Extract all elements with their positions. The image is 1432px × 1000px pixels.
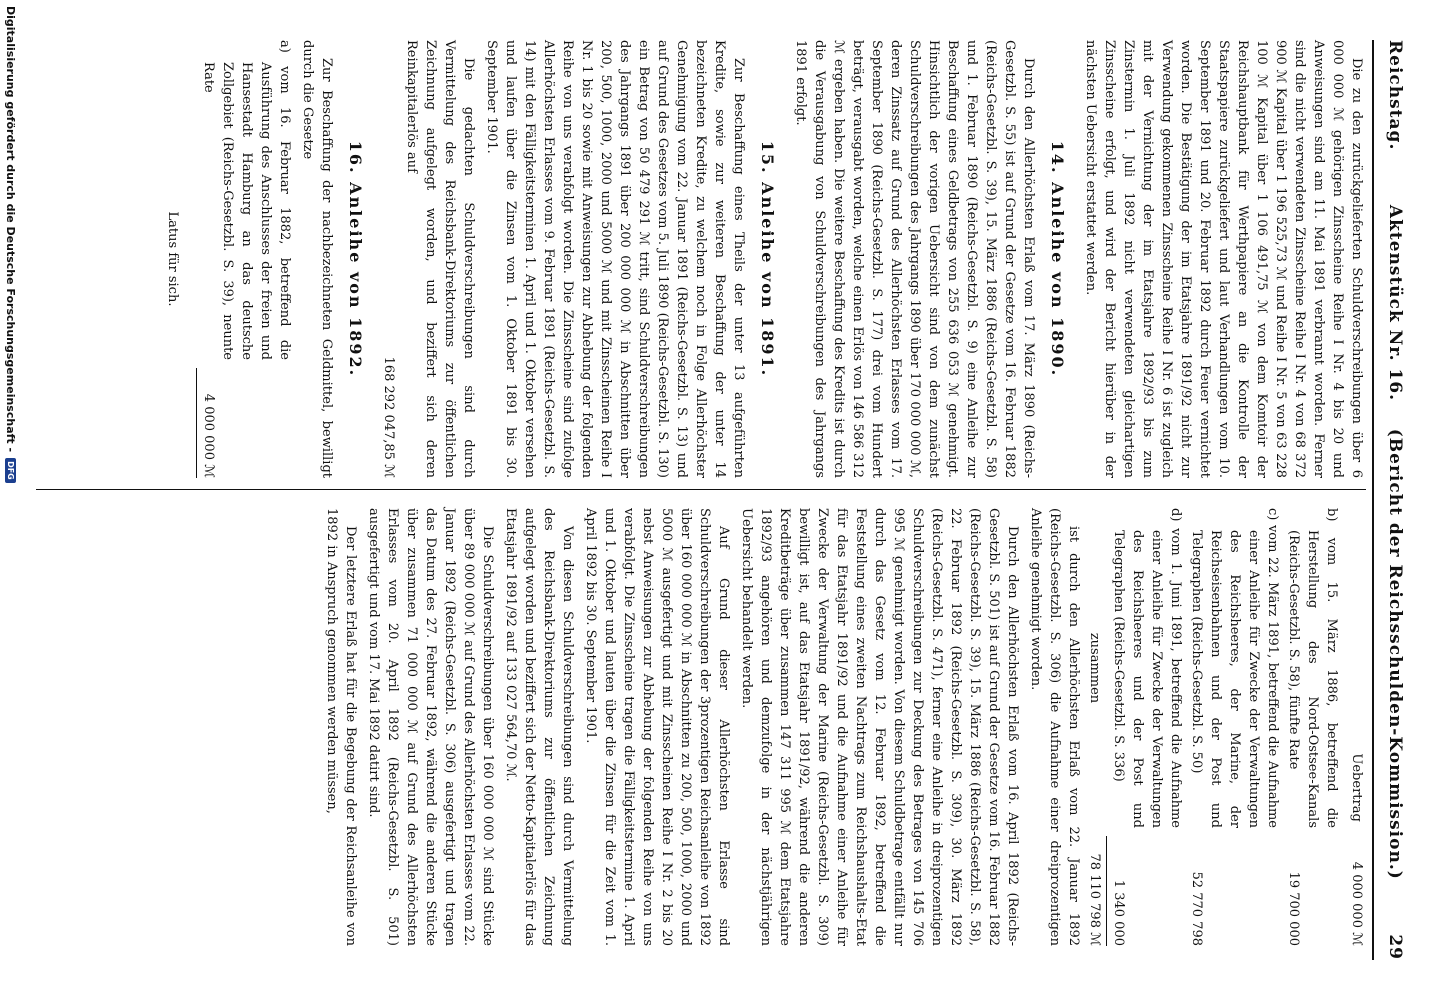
header-commission: (Bericht der Reichsschulden-Kommission.) [1385,428,1405,880]
section-15-paragraph-a: Zur Beschaffung eines Theils der unter 13 aufgeführten Kredite, sowie zur weiteren Beschaffung der unter 14 bezeichneten Kredite, zu welchem noch in Folge Allerhöchster Genehmigung vom 22. Januar 1891 (Reichs-Gesetzbl. S. 13) und auf Grund des Gesetzes vom 5. Juli 1890 (Reichs-Gesetzbl. S. 130) ein Betrag von 50 479 291 ℳ tritt, sind Schuldverschreibungen des Jahrgangs 1891 über 200 000 000 ℳ in Abschnitten über 200, 500, 1000, 2000 und 5000 ℳ und mit Zinsscheinen Reihe I Nr. 1 bis 20 sowie mit Anweisungen zur Abhebung der folgenden Reihe von uns verabfolgt worden. Die Zinsscheine sind zufolge Allerhöchsten Erlasses vom 9. Februar 1891 (Reichs-Gesetzbl. S. 14) mit den Fälligkeitsterminen 1. April und 1. Oktober versehen und laufen über die Zinsen vom 1. Oktober 1891 bis 30. September 1901. [484,40,746,478]
right-paragraph-2: Durch den Allerhöchsten Erlaß vom 16. April 1892 (Reichs-Gesetzbl. S. 501) ist auf Grund der Gesetze vom 16. Februar 1882 (Reichs-Gesetzbl. S. 39), 15. März 1886 (Reichs-Gesetzbl. S. 58), 22. Februar 1892 (Reichs-Gesetzbl. S. 309), 30. März 1892 (Reichs-Gesetzbl. S. 471), ferner eine Anleihe in dreiprozentigen Schuldverschreibungen zur Deckung des Betrages von 145 706 995 ℳ genehmigt worden. Von diesem Schuldbetrage entfällt nur durch das Gesetz vom 12. Februar 1892, betreffend die Feststellung eines zweiten Nachtrags zum Reichshaushalts-Etat für das Etatsjahr 1891/92 und die Aufnahme einer Anleihe für Zwecke der Verwaltung der Marine (Reichs-Gesetzbl. S. 309) bewilligt ist, auf das Etatsjahr 1891/92, während die anderen Kreditbeträge über zusammen 147 311 995 ℳ dem Etatsjahre 1892/93 angehören und demzufolge in der nächstjährigen Uebersicht behandelt werden. [739,508,1020,946]
dfg-logo: DFG [5,458,16,483]
section-14-paragraph: Durch den Allerhöchsten Erlaß vom 17. März 1890 (Reichs-Gesetzbl. S. 55) ist auf Grund der Gesetze vom 16. Februar 1882 (Reichs-Gesetzbl. S. 39), 15. März 1886 (Reichs-Gesetzbl. S. 58) und 1. Februar 1890 (Reichs-Gesetzbl. S. 9) eine Anleihe zur Beschaffung eines Geldbetrags von 255 636 053 ℳ genehmigt. Hinsichtlich der vorigen Uebersicht sind von dem zunächst Schuldverschreibungen des Jahrgangs 1890 über 170 000 000 ℳ, deren Zinssatz auf Grund des Allerhöchsten Erlasses vom 17. September 1890 (Reichs-Gesetzbl. S. 177) drei vom Hundert beträgt, verausgabt worden, welche einen Erlös von 146 586 312 ℳ ergeben haben. Die weitere Beschaffung des Kredits ist durch die Verausgabung von Schuldverschreibungen des Jahrgangs 1891 erfolgt. [793,40,1036,478]
item-b-row [1284,508,1341,946]
item-b-amount: 19 700 000 [1286,871,1301,946]
header-rule [1372,40,1374,960]
total-row [1085,508,1104,946]
right-column [318,508,1366,946]
digitization-footer [4,0,17,1000]
item-d-text: d) vom 1. Juni 1891, betreffend die Aufnahme einer Anleihe für Zwecke der Verwaltungen des Reichsheeres und der Post und Telegraphen (Reichs-Gesetzbl. S. 336) [1111,508,1183,828]
section-15-heading: 15. Anleihe von 1891. [758,140,777,378]
item-d-amount: 1 340 000 [1111,879,1126,946]
total-label: zusammen [1087,632,1102,704]
intro-paragraph: Die zu den zurückgelieferten Schuldverschreibungen über 6 000 000 ℳ gehörigen Zinsscheine Reihe I Nr. 4 bis 20 und Anweisungen sind am 11. Mai 1891 verbrannt worden. Ferner sind die nicht verwendeten Zinsscheine Reihe I Nr. 4 von 68 372 900 ℳ Kapital über 1 196 525,73 ℳ und Reihe I Nr. 5 von 63 228 100 ℳ Kapital über 1 106 491,75 ℳ von dem Komtoir der Reichshauptbank für Werthpapiere an die Kontrolle der Staatspapiere zurückgeliefert und laut Verhandlungen vom 10. September 1891 und 20. Februar 1892 durch Feuer vernichtet worden. Die Bestätigung der im Etatsjahre 1891/92 nicht zur Verwendung gekommenen Zinsscheine Reihe I Nr. 6 ist zugleich mit der Vernichtung der im Etatsjahre 1892/93 bis zum Zinstermin 1. Juli 1892 nicht verwendeten gleichartigen Zinsscheine erfolgt, und wird der Bericht hierüber in der nächsten Uebersicht erstattet werden. [1083,40,1364,478]
section-15-paragraph-b: Die gedachten Schuldverschreibungen sind durch Vermittelung des Reichsbank-Direktoriums zur öffentlichen Zeichnung aufgelegt worden, und beziffert sich deren Reinkapitalerlös auf [404,40,476,478]
item-a-sumline [196,368,197,478]
right-paragraph-3: Auf Grund dieser Allerhöchsten Erlasse sind Schuldverschreibungen der 3prozentigen Reichsanleihe von 1892 über 160 000 000 ℳ in Abschnitten zu 200, 500, 1000, 2000 und 5000 ℳ ausgefertigt und mit Zinsscheinen Reihe I Nr. 2 bis 20 nebst Anweisungen zur Abhebung der folgenden Reihe von uns verabfolgt. Die Zinsscheine tragen die Fälligkeitstermine 1. April und 1. Oktober und lauten über die Zinsen für die Zeit vom 1. April 1892 bis 30. September 1901. [583,508,731,946]
item-a-text: a) vom 16. Februar 1882, betreffend die Ausführung des Anschlusses der freien und Hansestadt Hamburg an das deutsche Zollgebiet (Reichs-Gesetzbl. S. 39), neunte Rate [201,40,292,360]
item-c-text: c) vom 22. März 1891, betreffend die Aufnahme einer Anleihe für Zwecke der Verwaltungen des Reichsheeres, der Marine, der Reichseisenbahnen und der Post und Telegraphen (Reichs-Gesetzbl. S. 50) [1189,508,1280,828]
column-divider [36,489,1366,490]
item-c-amount: 52 770 798 [1189,871,1204,946]
total-amount: 78 110 798 ℳ [1087,853,1102,946]
right-paragraph-6: Der letztere Erlaß hat für die Begebung der Reichsanleihe von 1892 in Anspruch genommen werden müssen, [324,508,358,946]
uebertrag-row [1347,508,1366,946]
right-paragraph-4: Von diesen Schuldverschreibungen sind durch Vermittelung des Reichsbank-Direktoriums zur öffentlichen Zeichnung aufgelegt worden und beziffert sich der Netto-Kapitalerlös für das Etatsjahr 1891/92 auf 133 027 564,70 ℳ. [503,508,575,946]
section-15-amount: 168 292 047,85 ℳ [381,356,396,478]
section-14-heading: 14. Anleihe von 1890. [1048,140,1067,378]
header-left: Reichstag. [1385,40,1405,151]
item-a-row [199,40,294,478]
right-paragraph-5: Die Schuldverschreibungen über 160 000 000 ℳ sind Stücke über 89 000 000 ℳ auf Grund des Allerhöchsten Erlasses vom 22. Januar 1892 (Reichs-Gesetzbl. S. 306) ausgefertigt und tragen das Datum des 27. Februar 1892, während die anderen Stücke über zusammen 71 000 000 ℳ auf Grund des Allerhöchsten Erlasses vom 20. April 1892 (Reichs-Gesetzbl. S. 501) ausgefertigt und vom 17. Mai 1892 datirt sind. [366,508,495,946]
header-document-number: Aktenstück Nr. 16. [1385,204,1405,402]
uebertrag-label: Uebertrag [1349,753,1364,822]
section-15-amount-row [379,40,398,478]
item-b-text: b) vom 15. März 1886, betreffend die Herstellung des Nord-Ostsee-Kanals (Reichs-Gesetzbl. S. 58), fünfte Rate [1286,508,1339,828]
right-paragraph-1: ist durch den Allerhöchsten Erlaß vom 22. Januar 1892 (Reichs-Gesetzbl. S. 306) die Aufnahme einer dreiprozentigen Anleihe genehmigt worden. [1028,508,1081,946]
footer-text: Digitalisierung gefördert durch die Deutsche Forschungsgemeinschaft - [4,6,17,453]
uebertrag-amount: 4 000 000 ℳ [1349,861,1364,946]
item-c-row [1187,508,1282,946]
section-16-heading: 16. Anleihe von 1892. [346,140,365,378]
left-column [163,40,1366,478]
page-header [1380,40,1410,960]
section-16-paragraph: Zur Beschaffung der nachbezeichneten Geldmittel, bewilligt durch die Gesetze [300,40,334,478]
total-sumline [1106,836,1107,946]
header-center [1385,150,1405,934]
carry-note: Latus für sich. [165,211,180,307]
item-d-row [1109,508,1185,946]
item-a-amount: 4 000 000 ℳ [201,393,216,478]
page-number: 29 [1385,934,1405,960]
